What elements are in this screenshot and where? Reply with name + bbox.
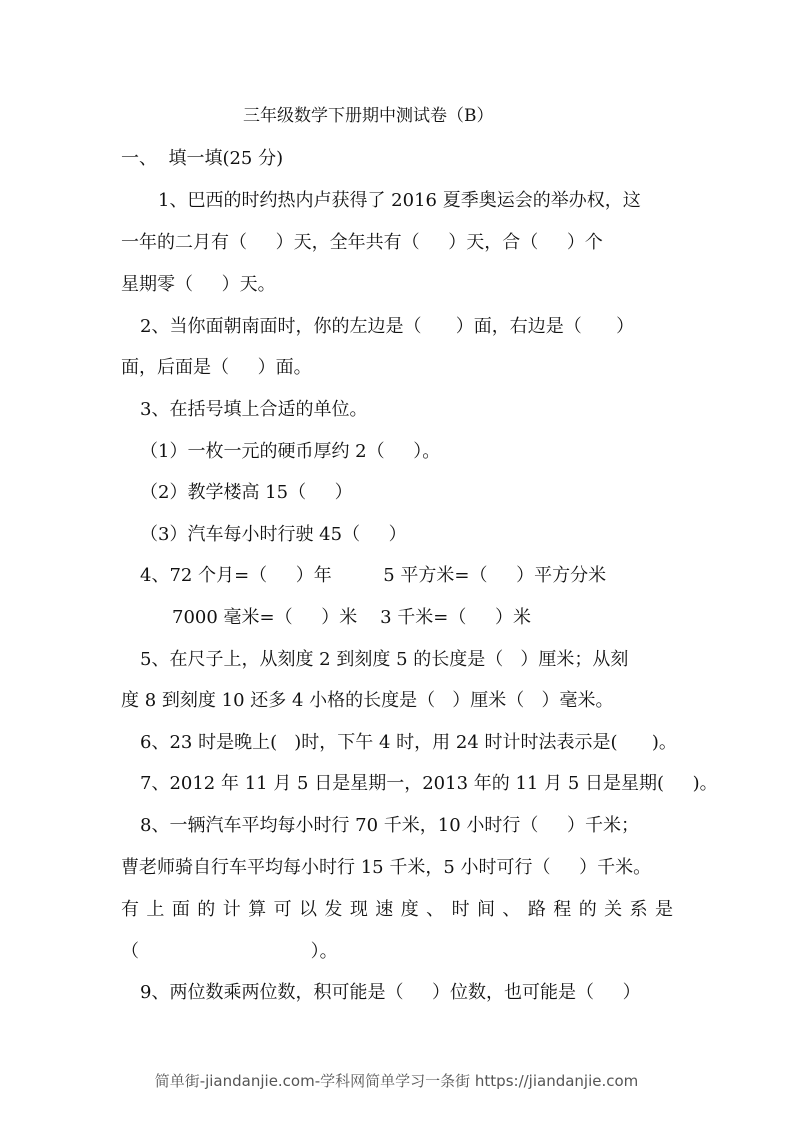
section-heading: 一、 填一填(25 分)	[121, 148, 284, 169]
question-8-line-4: （ ）。	[121, 941, 338, 962]
question-3-item-3: （3）汽车每小时行驶 45（ ）	[140, 524, 407, 545]
question-5-line-1: 5、在尺子上，从刻度 2 到刻度 5 的长度是（ ）厘米；从刻	[140, 649, 629, 670]
question-1-line-3: 星期零（ ）天。	[121, 274, 276, 295]
question-6: 6、23 时是晚上( )时，下午 4 时，用 24 时计时法表示是( )。	[140, 732, 677, 753]
exam-title: 三年级数学下册期中测试卷（B）	[243, 106, 494, 126]
footer-watermark: 简单街-jiandanjie.com-学科网简单学习一条街 https://jiandanjie.com	[154, 1072, 639, 1090]
question-3-heading: 3、在括号填上合适的单位。	[140, 399, 368, 420]
question-8-line-2: 曹老师骑自行车平均每小时行 15 千米，5 小时可行（ ）千米。	[121, 857, 652, 878]
question-2-line-2: 面，后面是（ ）面。	[121, 357, 312, 378]
question-4-line-2: 7000 毫米=（ ）米 3 千米=（ ）米	[172, 607, 531, 628]
question-3-item-2: （2）教学楼高 15（ ）	[140, 482, 353, 503]
question-2-line-1: 2、当你面朝南面时，你的左边是（ ）面，右边是（ ）	[140, 316, 635, 337]
question-5-line-2: 度 8 到刻度 10 还多 4 小格的长度是（ ）厘米（ ）毫米。	[121, 690, 614, 711]
question-8-line-3: 有上面的计算可以发现速度、时间、路程的关系是	[121, 899, 673, 920]
question-4-line-1: 4、72 个月=（ ）年 5 平方米=（ ）平方分米	[140, 565, 607, 586]
question-3-item-1: （1）一枚一元的硬币厚约 2（ ）。	[140, 441, 441, 462]
question-7: 7、2012 年 11 月 5 日是星期一，2013 年的 11 月 5 日是星期( )。	[140, 773, 718, 794]
question-1-line-2: 一年的二月有（ ）天，全年共有（ ）天，合（ ）个	[121, 232, 603, 253]
question-9: 9、两位数乘两位数，积可能是（ ）位数，也可能是（ ）	[140, 982, 641, 1003]
question-8-line-1: 8、一辆汽车平均每小时行 70 千米，10 小时行（ ）千米；	[140, 815, 640, 836]
question-1-line-1: 1、巴西的时约热内卢获得了 2016 夏季奥运会的举办权，这	[158, 190, 641, 211]
